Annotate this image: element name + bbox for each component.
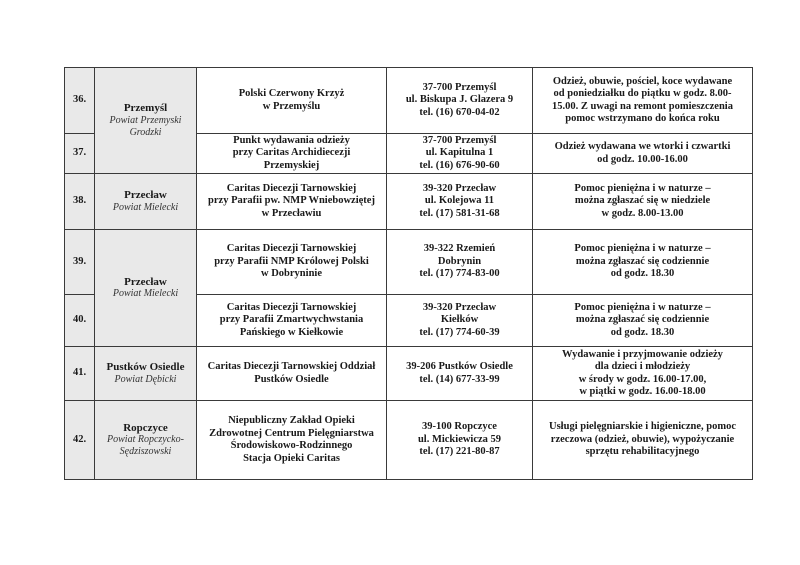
address-cell	[387, 134, 533, 174]
address-line: 39-100 Ropczyce	[422, 421, 497, 433]
description-line: można zgłaszać się codziennie	[575, 314, 710, 326]
institution-line: Polski Czerwony Krzyż	[238, 88, 345, 99]
description-cell	[533, 134, 753, 174]
address-line: 39-320 Przecław	[422, 182, 497, 194]
address-cell	[387, 230, 533, 295]
description-line: rzeczowa (odzież, obuwie), wypożyczanie	[550, 433, 735, 445]
institution-cell	[197, 295, 387, 347]
phone-number: tel. (16) 676-90-60	[419, 159, 500, 171]
address-cell	[387, 347, 533, 401]
institution-line: Caritas Diecezji Tarnowskiej	[226, 243, 357, 255]
institution-line: Caritas Diecezji Tarnowskiej	[226, 182, 357, 194]
description-line: od godz. 18.30	[610, 326, 675, 338]
institution-line: przy Parafii Zmartwychwstania	[219, 314, 364, 326]
description-line: można zgłaszać się codziennie	[575, 255, 710, 267]
address-line: 39-206 Pustków Osiedle	[406, 361, 513, 372]
address-line: ul. Mickiewicza 59	[417, 433, 502, 445]
institution-line: Caritas Diecezji Tarnowskiej Oddział	[207, 361, 376, 372]
location-cell	[95, 230, 197, 347]
table-row	[65, 174, 753, 230]
row-number: 41.	[65, 347, 95, 401]
institution-cell	[197, 347, 387, 401]
row-number: 38.	[65, 174, 95, 230]
description-cell	[533, 347, 753, 401]
county-name: Powiat Przemyski	[109, 114, 182, 126]
county-name: Powiat Ropczycko-	[107, 434, 184, 446]
description-line: w godz. 8.00-13.00	[601, 207, 684, 219]
county-name: Sędziszowski	[119, 446, 172, 458]
address-line: ul. Kapitulna 1	[425, 147, 494, 159]
location-cell	[95, 174, 197, 230]
address-line: ul. Kolejowa 11	[424, 195, 495, 207]
city-name: Przecław	[124, 275, 167, 288]
institution-line: przy Parafii pw. NMP Wniebowziętej	[208, 195, 375, 207]
location-cell	[95, 347, 197, 401]
institution-line: Caritas Diecezji Tarnowskiej	[226, 301, 357, 313]
description-cell	[533, 295, 753, 347]
county-name: Powiat Mielecki	[112, 288, 179, 300]
location-cell	[95, 68, 197, 174]
description-line: dla dzieci i młodzieży	[594, 361, 691, 372]
institution-line: Punkt wydawania odzieży	[233, 134, 350, 146]
address-line: ul. Biskupa J. Glazera 9	[405, 94, 514, 106]
description-line: od godz. 18.30	[610, 268, 675, 280]
table-row	[65, 347, 753, 401]
address-line: Kiełków	[440, 314, 479, 326]
city-name: Przemyśl	[123, 102, 168, 115]
city-name: Pustków Osiedle	[106, 361, 185, 374]
address-line: 39-320 Przecław	[422, 301, 497, 313]
phone-number: tel. (17) 221-80-87	[419, 446, 500, 458]
institution-line: Pańskiego w Kiełkowie	[239, 326, 344, 338]
institution-cell	[197, 401, 387, 480]
institution-line: Środowiskowo-Rodzinnego	[230, 440, 353, 451]
description-line: Wydawanie i przyjmowanie odzieży	[562, 348, 723, 360]
row-number: 37.	[65, 134, 95, 174]
institution-line: w Przecławiu	[261, 207, 322, 219]
address-cell	[387, 295, 533, 347]
address-cell	[387, 401, 533, 480]
row-number: 42.	[65, 401, 95, 480]
institution-cell	[197, 230, 387, 295]
row-number: 39.	[65, 230, 95, 295]
institution-line: Zdrowotnej Centrum Pielęgniarstwa	[209, 427, 374, 439]
row-number: 40.	[65, 295, 95, 347]
phone-number: tel. (17) 774-83-00	[419, 268, 500, 280]
description-line: Pomoc pieniężna i w naturze –	[574, 243, 711, 255]
description-line: pomoc wstrzymano do końca roku	[565, 113, 720, 124]
institution-line: Stacja Opieki Caritas	[243, 452, 340, 464]
address-line: 39-322 Rzemień	[423, 243, 496, 255]
institution-line: w Dobryninie	[261, 268, 322, 280]
table-row	[65, 230, 753, 295]
description-line: Pomoc pieniężna i w naturze –	[574, 182, 711, 194]
table-row	[65, 401, 753, 480]
description-line: od godz. 10.00-16.00	[597, 153, 688, 165]
description-cell	[533, 401, 753, 480]
institution-line: przy Parafii NMP Królowej Polski	[214, 255, 369, 267]
institution-line: przy Caritas Archidiecezji	[232, 147, 351, 159]
description-line: sprzętu rehabilitacyjnego	[585, 446, 700, 458]
address-cell	[387, 174, 533, 230]
description-cell	[533, 68, 753, 134]
phone-number: tel. (17) 774-60-39	[419, 326, 500, 338]
phone-number: tel. (16) 670-04-02	[419, 106, 500, 118]
description-line: Usługi pielęgniarskie i higieniczne, pomoc	[549, 421, 736, 433]
phone-number: tel. (14) 677-33-99	[419, 373, 500, 385]
description-line: Pomoc pieniężna i w naturze –	[574, 301, 711, 313]
address-line: 37-700 Przemyśl	[422, 81, 497, 93]
institution-cell	[197, 174, 387, 230]
table-row	[65, 68, 753, 134]
description-line: w piątki w godz. 16.00-18.00	[579, 386, 706, 397]
phone-number: tel. (17) 581-31-68	[419, 207, 500, 219]
city-name: Przecław	[124, 189, 167, 202]
address-line: Dobrynin	[437, 255, 482, 267]
institution-line: Pustków Osiedle	[254, 373, 329, 385]
address-line: 37-700 Przemyśl	[422, 134, 497, 146]
description-cell	[533, 230, 753, 295]
description-cell	[533, 174, 753, 230]
description-line: można zgłaszać się w niedziele	[574, 195, 711, 207]
institution-cell	[197, 134, 387, 174]
institution-cell	[197, 68, 387, 134]
location-cell	[95, 401, 197, 480]
description-line: w środy w godz. 16.00-17.00,	[578, 373, 707, 385]
institution-line: Przemyskiej	[263, 159, 320, 171]
institution-line: w Przemyślu	[262, 100, 321, 112]
description-line: 15.00. Z uwagi na remont pomieszczenia	[552, 100, 733, 112]
city-name: Ropczyce	[123, 421, 168, 434]
organizations-table	[64, 67, 753, 480]
county-name: Powiat Dębicki	[114, 373, 177, 385]
county-name: Powiat Mielecki	[112, 201, 179, 213]
description-line: od poniedziałku do piątku w godz. 8.00-	[553, 88, 732, 99]
description-line: Odzież, obuwie, pościel, koce wydawane	[552, 75, 733, 87]
address-cell	[387, 68, 533, 134]
institution-line: Niepubliczny Zakład Opieki	[228, 415, 355, 426]
description-line: Odzież wydawana we wtorki i czwartki	[554, 141, 731, 152]
county-name: Grodzki	[129, 126, 162, 138]
row-number: 36.	[65, 68, 95, 134]
